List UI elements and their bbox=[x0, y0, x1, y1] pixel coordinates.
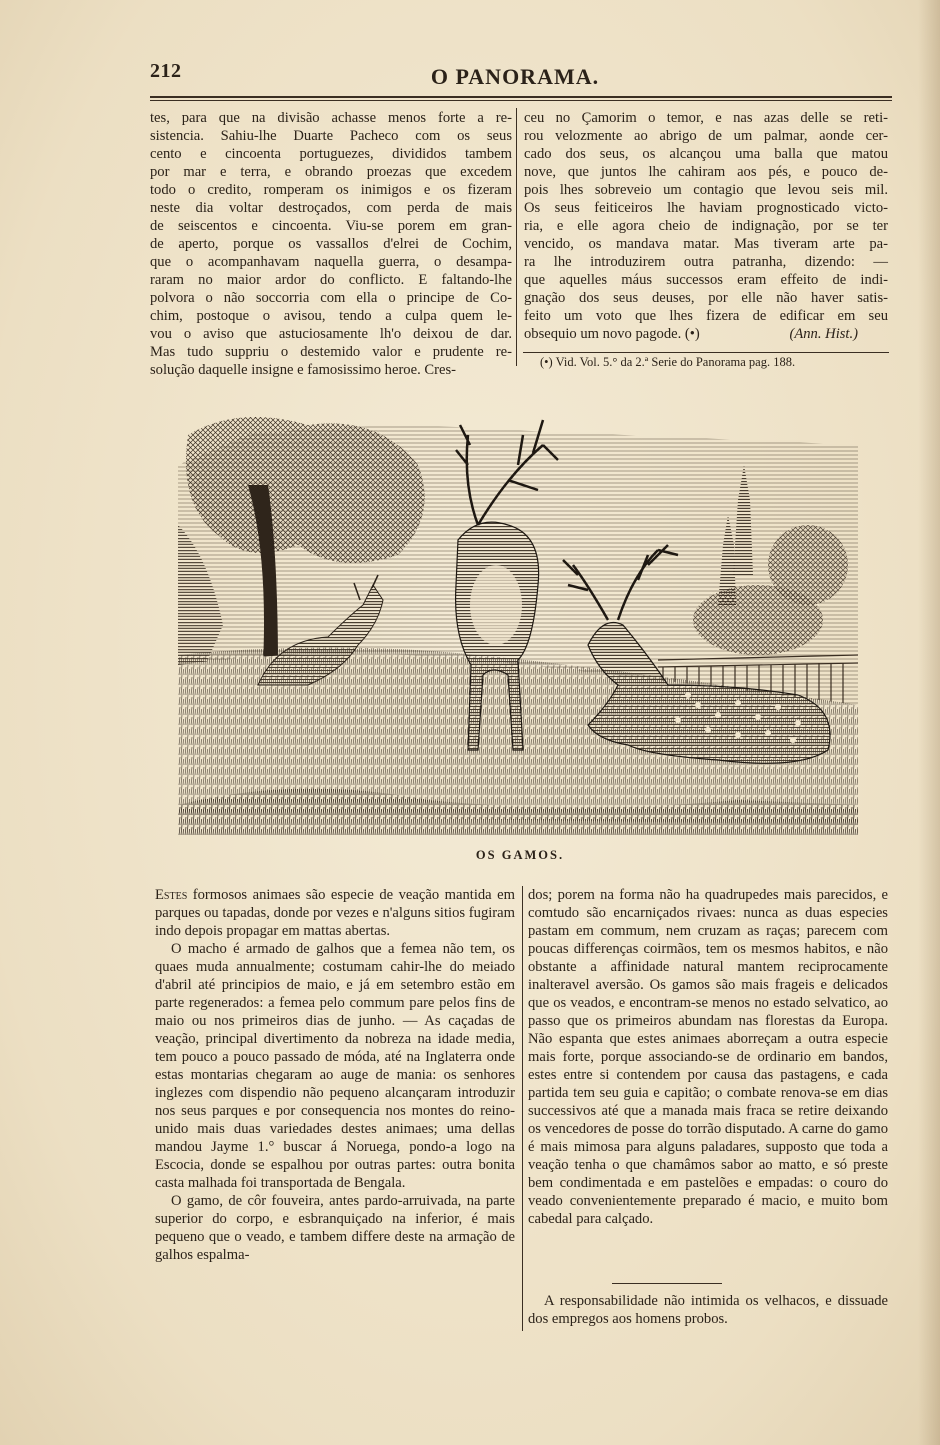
motto-block bbox=[528, 1292, 888, 1328]
continuation-left-line: por mar e terra, e obrando proezas que excedem bbox=[150, 164, 512, 180]
continuation-right-line: rou velozmente ao abrigo de um palmar, aonde cer- bbox=[524, 128, 888, 144]
article-left-column bbox=[155, 886, 515, 1264]
continuation-left-column bbox=[150, 109, 512, 379]
continuation-left-line: todo o credito, romperam os inimigos e os fizeram bbox=[150, 182, 512, 198]
motto-rule bbox=[612, 1283, 722, 1284]
article-right-column bbox=[528, 886, 888, 1228]
continuation-right-line: pois lhes sobreveio um contagio que levou seis mil. bbox=[524, 182, 888, 198]
page-edge-shadow bbox=[918, 0, 940, 1445]
continuation-right-line: ria, e elle agora cheio de indignação, por se ter bbox=[524, 218, 888, 234]
illustration-caption: OS GAMOS. bbox=[475, 848, 565, 862]
continuation-left-line: que o acompanhavam naquella guerra, o desampa- bbox=[150, 254, 512, 270]
column-divider-top bbox=[516, 108, 517, 366]
footnote-rule bbox=[523, 352, 889, 353]
continuation-left-line: sistencia. Sahiu-lhe Duarte Pacheco com os seus bbox=[150, 128, 512, 144]
continuation-left-line: cento e cincoenta portuguezes, divididos tambem bbox=[150, 146, 512, 162]
continuation-right-line: nove, que juntos lhe cahiram aos pés, e pouco de- bbox=[524, 164, 888, 180]
continuation-right-line: cado dos seus, os alcançou uma balla que matou bbox=[524, 146, 888, 162]
article-paragraph-continued: dos; porem na forma não ha quadrupedes mais parecidos, e comtudo são encarniçados rivaes: nunca as duas especies pastam em commum, nem cruzam as raças; parecem com poucas differenças coirmãos, tem os mesmos habitos, e não obstante a affinidade natural mantem reciprocamente inalteravel aversão. Os gamos são mais frageis e delicados que os veados, e encontram-se menos no estado selvatico, ao passo que os primeiros abundam nas florestas da Europa. Não espanta que estes animaes aborreçam a outra especie mais forte, porque associando-se de ordinario em bandos, estes entre si contendem por causa das pastagens, e cada partida tem seu guia e capitão; o combate renova-se em dias successivos até que a manada mais fraca se retire deixando os vencedores de posse do torrão disputado. A carne do gamo é mais mimosa para alguns paladares, supposto que toda a veação tenha o que chamâmos sabor ao matto, e só preste bem condimentada e em pastelões e empadas: o couro do veado convenientemente preparado é macio, e muito bom cabedal para calçado. bbox=[528, 887, 888, 1227]
continuation-left-line: raram no maior ardor do conflicto. E faltando-lhe bbox=[150, 272, 512, 288]
header-rule-thin bbox=[150, 100, 892, 101]
continuation-left-line: chim, postoque o avisou, tendo a culpa quem le- bbox=[150, 308, 512, 324]
continuation-left-line: Mas tudo suppriu o destemido valor e prudente re- bbox=[150, 344, 512, 360]
header-rule bbox=[150, 96, 892, 98]
motto: A responsabilidade não intimida os velhacos, e dissuade dos empregos aos homens probos. bbox=[528, 1293, 888, 1327]
continuation-left-line: neste dia voltar destroçados, com perda de mais bbox=[150, 200, 512, 216]
continuation-left-line: vou o aviso que astuciosamente lh'o deixou de dar. bbox=[150, 326, 512, 342]
article-paragraph-2: O macho é armado de galhos que a femea não tem, os quaes muda annualmente; costumam cahir-lhe do meiado d'abril até principios de maio, e já em setembro estão em parte regenerados: a femea pelo commum pare pelos fins de maio ou nos primeiros dias de junho. — As caçadas de veação, principal divertimento da nobreza na idade media, tem pouco a pouco passado de móda, até na Inglaterra onde estas montarias chegaram ao auge de mania: os senhores inglezes com dispendio não pequeno alcançaram introduzir nos seus parques e por consequencia nos montes do reino-unido mais duas variedades destes animaes; uma dellas mandou Jayme 1.° buscar á Noruega, pondo-a logo na Escocia, donde se espalhou por outras partes: outra bonita casta malhada foi transportada de Bengala. bbox=[155, 941, 515, 1191]
article-paragraph-1: Estes formosos animaes são especie de veação mantida em parques ou tapadas, donde por vezes e n'alguns sitios fugiram indo depois propagar em mattas abertas. bbox=[155, 887, 515, 939]
continuation-right-line: feito um voto que lhes fizera de edificar em seu bbox=[524, 308, 888, 324]
article-paragraph-3: O gamo, de côr fouveira, antes pardo-arruivada, na parte superior do corpo, e esbranquiçado na inferior, é mais pequeno que o veado, e tambem differe deste na armação de galhos espalma- bbox=[155, 1193, 515, 1263]
continuation-left-line: de aperto, porque os vassallos d'elrei de Cochim, bbox=[150, 236, 512, 252]
continuation-right-column bbox=[524, 109, 888, 343]
running-title: O PANORAMA. bbox=[430, 64, 600, 89]
column-divider-article bbox=[522, 886, 523, 1331]
fallow-deer-engraving bbox=[178, 405, 858, 835]
continuation-right-line: Os seus feiticeiros lhe haviam prognosticado victo- bbox=[524, 200, 888, 216]
continuation-left-line: tes, para que na divisão achasse menos forte a re- bbox=[150, 110, 512, 126]
footnote: (•) Vid. Vol. 5.° da 2.ª Serie do Panorama pag. 188. bbox=[540, 355, 796, 369]
signature: (Ann. Hist.) bbox=[789, 326, 858, 342]
continuation-right-line: vencido, os mandava matar. Mas tiveram arte pa- bbox=[524, 236, 888, 252]
continuation-right-line: obsequio um novo pagode. (•) bbox=[524, 326, 700, 342]
continuation-right-line: que aquelles máus successos eram effeito de indi- bbox=[524, 272, 888, 288]
continuation-right-line: gnação dos seus deuses, por elle não haver satis- bbox=[524, 290, 888, 306]
continuation-right-line: ra lhe introduzirem outra patranha, dizendo: — bbox=[524, 254, 888, 270]
signature-block bbox=[524, 325, 888, 343]
continuation-right-line: ceu no Çamorim o temor, e nas azas delle se reti- bbox=[524, 110, 888, 126]
continuation-left-line: de seiscentos e cincoenta. Viu-se porem em gran- bbox=[150, 218, 512, 234]
continuation-left-line: polvora o não soccorria com ella o principe de Co- bbox=[150, 290, 512, 306]
continuation-left-line: solução daquelle insigne e famosissimo heroe. Cres- bbox=[150, 362, 456, 378]
page-number: 212 bbox=[150, 60, 182, 82]
dropcap-word: Estes bbox=[155, 887, 188, 903]
